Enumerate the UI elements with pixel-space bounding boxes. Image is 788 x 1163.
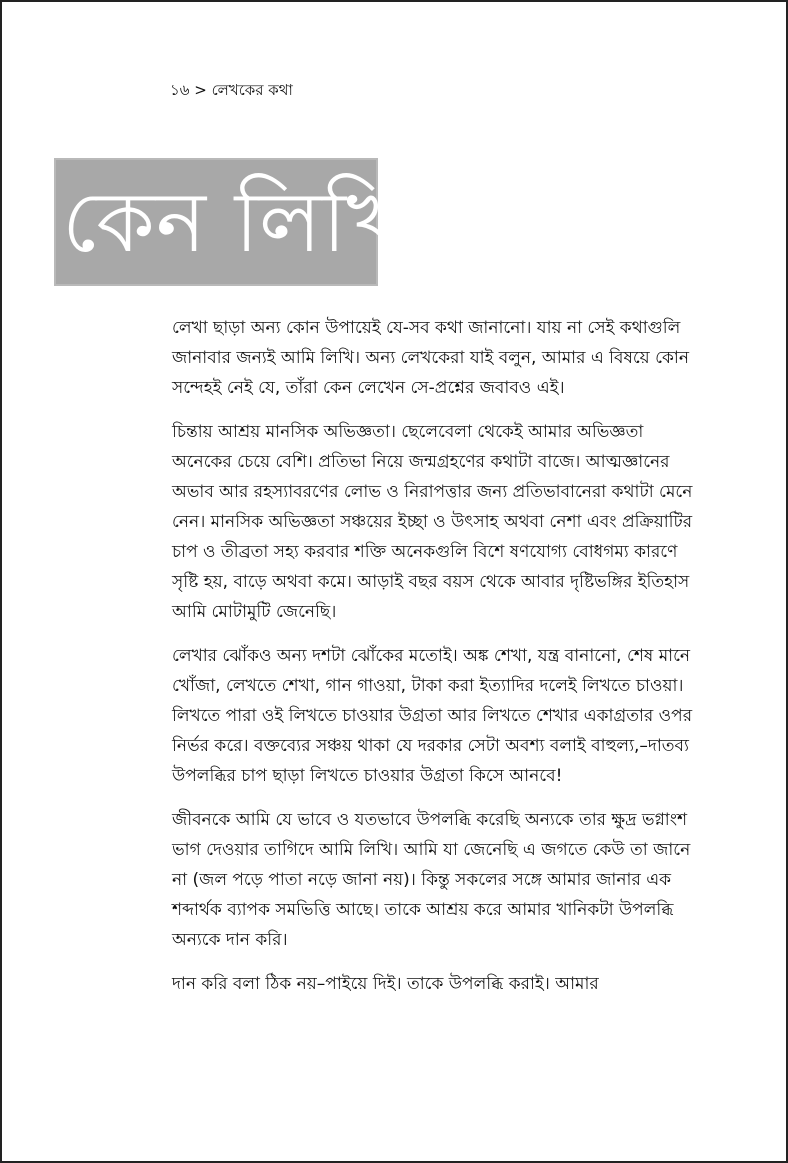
paragraph: চিন্তায় আশ্রয় মানসিক অভিজ্ঞতা। ছেলেবেলা থেকেই আমার অভিজ্ঞতা অনেকের চেয়ে বেশি। প্রতিভা নিয়ে জন্মগ্রহণের কথাটা বাজে। আত্মজ্ঞানের অভাব আর রহস্যাবরণের লোভ ও নিরাপত্তার জন্য প্রতিভাবানেরা কথাটা মেনে নেন। মানসিক অভিজ্ঞতা সঞ্চয়ের ইচ্ছা ও উৎসাহ অথবা নেশা এবং প্রক্রিয়াটির চাপ ও তীব্রতা সহ্য করবার শক্তি অনেকগুলি বিশে ষণযোগ্য বোধগম্য কারণে সৃষ্টি হয়, বাড়ে অথবা কমে। আড়াই বছর বয়স থেকে আবার দৃষ্টিভঙ্গির ইতিহাস আমি মোটামুটি জেনেছি।	[172, 422, 693, 622]
paragraph: লেখার ঝোঁকও অন্য দশটা ঝোঁকের মতোই। অঙ্ক শেখা, যন্ত্র বানানো, শেষ মানে খোঁজা, লেখতে শেখা, গান গাওয়া, টাকা করা ইত্যাদির দলেই লিখতে চাওয়া। লিখতে পারা ওই লিখতে চাওয়ার উগ্রতা আর লিখতে শেখার একাগ্রতার ওপর নির্ভর করে। বক্তব্যের সঞ্চয় থাকা যে দরকার সেটা অবশ্য বলাই বাহুল্য,–দাতব্য উপলব্ধির চাপ ছাড়া লিখতে চাওয়ার উগ্রতা কিসে আনবে!	[172, 646, 693, 786]
body-text	[172, 313, 702, 1013]
paragraph: জীবনকে আমি যে ভাবে ও যতভাবে উপলব্ধি করেছি অন্যকে তার ক্ষুদ্র ভগ্নাংশ ভাগ দেওয়ার তাগিদে আমি লিখি। আমি যা জেনেছি এ জগতে কেউ তা জানে না (জল পড়ে পাতা নড়ে জানা নয়)। কিন্তু সকলের সঙ্গে আমার জানার এক শব্দার্থক ব্যাপক সমভিত্তি আছে। তাকে আশ্রয় করে আমার খানিকটা উপলব্ধি অন্যকে দান করি।	[172, 810, 691, 950]
paragraph: লেখা ছাড়া অন্য কোন উপায়েই যে-সব কথা জানানো। যায় না সেই কথাগুলি জানাবার জন্যই আমি লিখি। অন্য লেখকেরা যাই বলুন, আমার এ বিষয়ে কোন সন্দেহই নেই যে, তাঁরা কেন লেখেন সে-প্রশ্নের জবাবও এই।	[172, 318, 689, 398]
running-head: ১৬ > লেখকের কথা	[170, 81, 293, 99]
paragraph: দান করি বলা ঠিক নয়–পাইয়ে দিই। তাকে উপলব্ধি করাই। আমার	[172, 974, 599, 994]
chapter-title: কেন লিখি	[62, 173, 403, 271]
